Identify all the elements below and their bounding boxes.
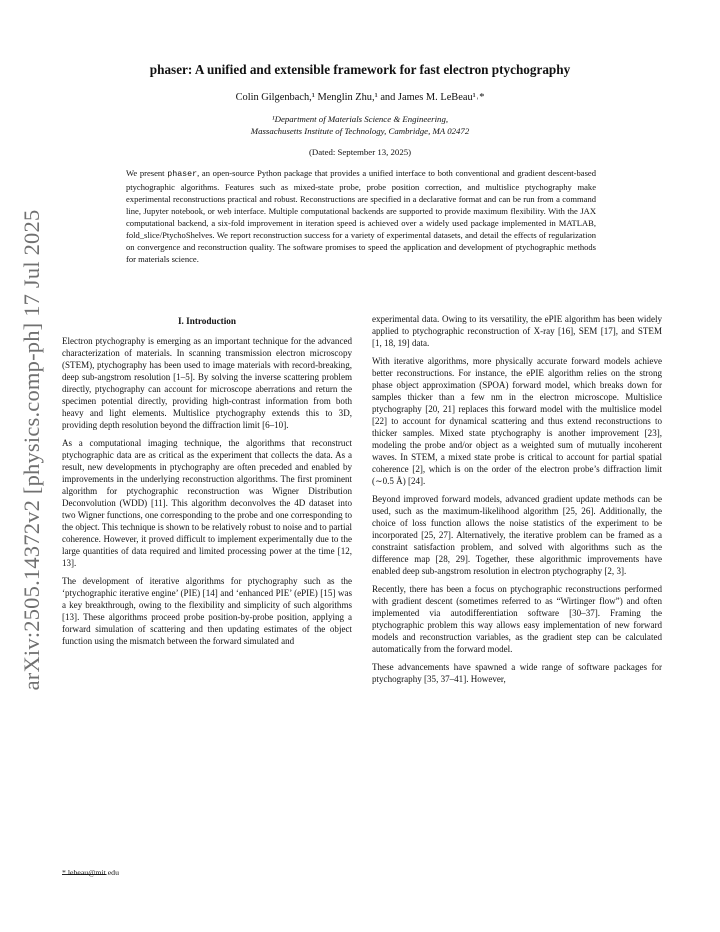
affiliation-line-1: ¹Department of Materials Science & Engineering, [271, 114, 449, 124]
paragraph: Beyond improved forward models, advanced gradient update methods can be used, such as the maximum-likelihood algorithm [25, 26]. Additionally, the choice of loss function allows the noise statistics of the experiment to be incorporated [25, 27]. Alternatively, the iterative problem can be framed as a constraint satisfaction problem, and solved with algorithms such as the difference map [28, 29]. Together, these algorithmic improvements have enabled deep sub-angstrom resolution in electron ptychography [2, 3]. [372, 494, 662, 576]
abstract-body: , an open-source Python package that provides a unified interface to both conventional and gradient descent-based ptychographic algorithms. Features such as mixed-state probe, probe position correction, and multislice ptychography make experimental reconstructions practical and robust. Reconstructions are specified in a declarative format and can be run from a command line, Jupyter notebook, or web interface. Multiple computational backends are supported to provide maximum flexibility. With the JAX computational backend, a six-fold improvement in iteration speed is achieved over a widely used package implemented in MATLAB, fold_slice/PtychoShelves. We report reconstruction success for a variety of experimental datasets, and detail the effects of regularization on convergence and reconstruction quality. The software promises to speed the application and development of ptychographic methods for materials science. [126, 168, 596, 264]
paragraph: experimental data. Owing to its versatility, the ePIE algorithm has been widely applied to ptychographic reconstruction of X-ray [16], SEM [17], and STEM [1, 18, 19] data. [372, 314, 662, 348]
affiliation [0, 113, 720, 137]
arxiv-watermark [4, 209, 60, 691]
corresponding-author-footnote: * lebeau@mit.edu [62, 868, 119, 877]
section-heading: I. Introduction [177, 316, 237, 326]
paragraph: Electron ptychography is emerging as an important technique for the advanced characterization of materials. In scanning transmission electron microscopy (STEM), ptychography has been used to image materials with record-breaking, deep sub-angstrom resolution [1–5]. By solving the inverse scattering problem directly, ptychography can account for microscope aberrations and return the specimen potential directly, providing high-contrast information from both heavy and light elements. Multislice ptychography extends this to 3D, providing depth resolution beyond the diffraction limit [6–10]. [62, 336, 352, 430]
paragraph: Recently, there has been a focus on ptychographic reconstructions performed with gradient descent (sometimes referred to as “Wirtinger flow”) and often implemented via autodifferentiation software [30–37]. Framing the ptychographic problem this way allows easy implementation of new forward models and reconstruction variables, as the gradient step can be calculated automatically from the forward model. [372, 584, 662, 654]
left-column [62, 313, 352, 653]
affiliation-line-2: Massachusetts Institute of Technology, Cambridge, MA 02472 [250, 126, 470, 136]
right-column [372, 313, 662, 691]
date-line: (Dated: September 13, 2025) [308, 147, 412, 157]
package-name: phaser [167, 170, 198, 179]
paragraph: With iterative algorithms, more physically accurate forward models achieve better reconstructions. For instance, the ePIE algorithm relies on the strong phase object approximation (SPOA) forward model, which breaks down for samples thicker than a few nm in the electron microscope. Multislice ptychography [20, 21] replaces this forward model with the multislice model [22] to account for dynamical scattering and thus extend reconstructions to thicker samples. Mixed state ptychography is another improvement [23], modeling the probe and/or object as a weighted sum of mutually incoherent waves. In STEM, a mixed state probe is critical to account for partial spatial coherence [2], which is on the order of the electron probe’s diffraction limit (∼0.5 Å) [24]. [372, 356, 662, 486]
paragraph: The development of iterative algorithms for ptychography such as the ‘ptychographic iterative engine’ (PIE) [14] and ‘enhanced PIE’ (ePIE) [15] was a key breakthrough, owing to the flexibility and simplicity of such algorithms [13]. These algorithms proceed probe position-by-probe position, applying a forward simulation of scattering and then updating estimates of the object function using the mismatch between the forward simulated and [62, 576, 352, 646]
abstract-prefix: We present [126, 168, 168, 178]
paper-title: phaser: A unified and extensible framework for fast electron ptychography [149, 62, 571, 77]
abstract [126, 167, 596, 265]
author-list: Colin Gilgenbach,¹ Menglin Zhu,¹ and James M. LeBeau¹˒* [235, 92, 485, 103]
paragraph: As a computational imaging technique, the algorithms that reconstruct ptychographic data are as critical as the experiment that collects the data. As a result, new developments in ptychography are often preceded and enabled by improvements in the underlying reconstruction algorithms. The first prominent algorithm for ptychographic reconstruction was Wigner Distribution Deconvolution (WDD) [11]. This algorithm deconvolves the 4D dataset into two Wigner functions, one corresponding to the probe and one corresponding to the object. This technique is shown to be relatively robust to noise and to partial coherence. However, it proved difficult to implement experimentally due to the large quantities of data required and limited processing power at the time [12, 13]. [62, 438, 352, 568]
paragraph: These advancements have spawned a wide range of software packages for ptychography [35, 37–41]. However, [372, 662, 662, 684]
arxiv-identifier: arXiv:2505.14372v2 [physics.comp-ph] 17 Jul 2025 [19, 209, 44, 691]
